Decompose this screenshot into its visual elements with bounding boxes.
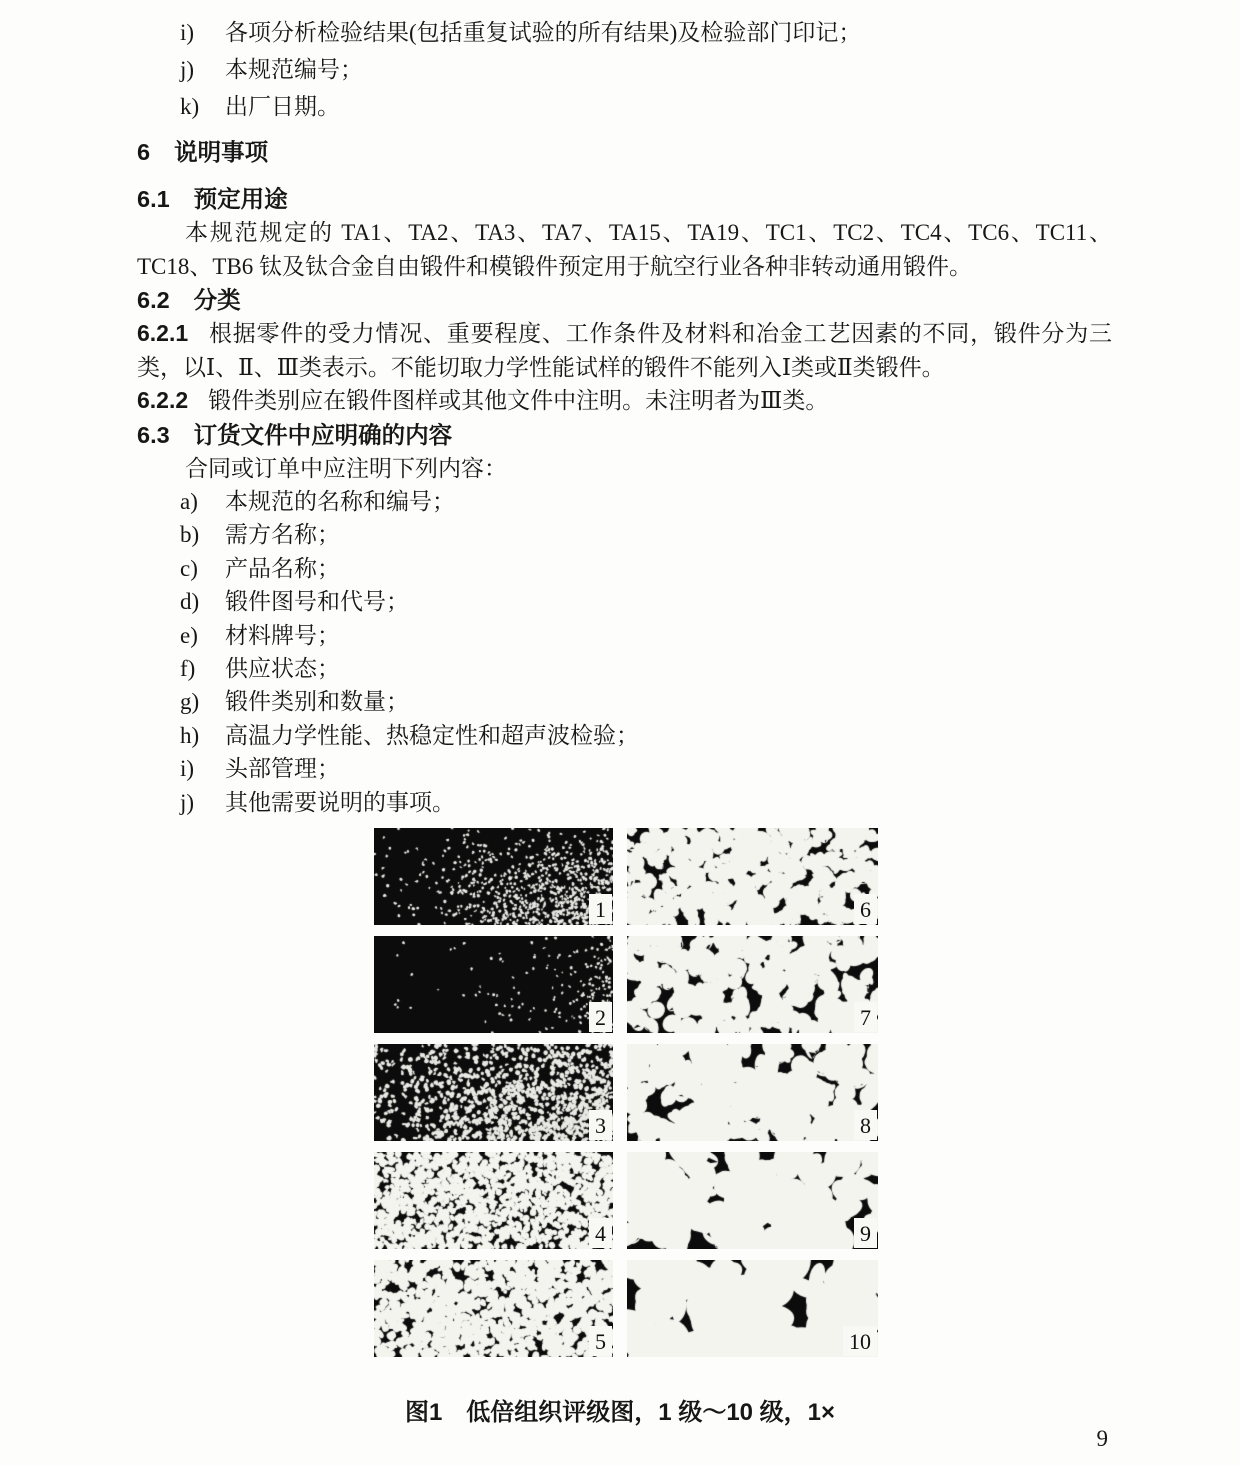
- strip-number: 1: [589, 894, 612, 924]
- strip-number: 5: [589, 1326, 612, 1356]
- page-number: 9: [1096, 1426, 1108, 1451]
- micrograph-strip-7: [627, 936, 878, 1033]
- section-title: 说明事项: [174, 139, 269, 165]
- section-title: 分类: [193, 287, 241, 313]
- page-content: [137, 14, 1112, 819]
- strip-number: 4: [589, 1218, 612, 1248]
- list-text: 本规范的名称和编号；: [225, 489, 455, 514]
- list-item: [137, 552, 1112, 585]
- micrograph-strip-5: [374, 1260, 613, 1357]
- strip-number: 2: [589, 1002, 612, 1032]
- list-item: [137, 652, 1112, 685]
- figure-caption: 图1 低倍组织评级图，1 级～10 级，1×: [404, 1399, 836, 1426]
- list-marker: k): [180, 94, 200, 119]
- micrograph-strip-10: [627, 1260, 878, 1357]
- list-marker: i): [180, 20, 195, 45]
- list-marker: e): [180, 622, 198, 648]
- list-marker: i): [180, 756, 195, 782]
- list-item: [137, 685, 1112, 718]
- list-item: [137, 585, 1112, 618]
- list-text: 头部管理；: [225, 756, 340, 782]
- section-number: 6.3: [137, 421, 170, 448]
- strip-number: 9: [854, 1218, 877, 1248]
- clause-number: 6.2.2: [137, 387, 189, 413]
- micrograph-strip-8: [627, 1044, 878, 1141]
- micrograph-strip-6: [627, 828, 878, 925]
- list-text: 其他需要说明的事项。: [225, 789, 455, 815]
- micrograph-image: [627, 1152, 878, 1249]
- strip-number: 3: [589, 1110, 612, 1140]
- micrograph-image: [374, 1044, 613, 1141]
- list-marker: h): [180, 722, 200, 748]
- list-item: [137, 619, 1112, 652]
- list-marker: f): [180, 656, 196, 682]
- list-marker: g): [180, 689, 200, 715]
- list-text: 需方名称；: [225, 522, 340, 548]
- list-text: 本规范编号；: [225, 57, 363, 82]
- clause-text: 锻件类别应在锻件图样或其他文件中注明。未注明者为Ⅲ类。: [208, 388, 829, 413]
- micrograph-image: [374, 1260, 613, 1357]
- list-item: [137, 14, 1112, 51]
- clause-number: 6.2.1: [137, 320, 189, 346]
- clause-6-2-2: [137, 384, 1112, 418]
- section-number: 6.1: [137, 186, 170, 212]
- list-text: 高温力学性能、热稳定性和超声波检验；: [225, 722, 639, 748]
- list-text: 各项分析检验结果(包括重复试验的所有结果)及检验部门印记；: [225, 20, 862, 45]
- list-marker: j): [180, 57, 195, 82]
- micrograph-image: [627, 1260, 878, 1357]
- micrograph-strip-9: [627, 1152, 878, 1249]
- list-item: [137, 51, 1112, 88]
- list-text: 锻件类别和数量；: [225, 689, 409, 715]
- list-text: 产品名称；: [225, 555, 340, 581]
- strip-number: 6: [854, 894, 877, 924]
- figure-1-micrograph-grid: [374, 828, 878, 1357]
- micrograph-image: [627, 828, 878, 925]
- list-item: [137, 752, 1112, 785]
- clause-text: 根据零件的受力情况、重要程度、工作条件及材料和冶金工艺因素的不同，锻件分为三类，以Ⅰ、Ⅱ、Ⅲ类表示。不能切取力学性能试样的锻件不能列入Ⅰ类或Ⅱ类锻件。: [137, 321, 1112, 380]
- list-item: [137, 786, 1112, 819]
- section-number: 6: [137, 139, 151, 165]
- micrograph-strip-1: [374, 828, 613, 925]
- section-heading-6-1: [137, 183, 1112, 216]
- section-number: 6.2: [137, 287, 170, 313]
- micrograph-image: [374, 1152, 613, 1249]
- list-marker: a): [180, 489, 198, 514]
- list-text: 材料牌号；: [225, 622, 340, 648]
- list-text: 供应状态；: [225, 656, 340, 682]
- section-title: 预定用途: [193, 186, 288, 212]
- strip-number: 7: [854, 1002, 877, 1032]
- micrograph-image: [627, 936, 878, 1033]
- section-title: 订货文件中应明确的内容: [193, 421, 453, 448]
- section-heading-6-3: [137, 419, 1112, 452]
- list-marker: b): [180, 522, 200, 548]
- micrograph-image: [374, 936, 613, 1033]
- list-text: 锻件图号和代号；: [225, 589, 409, 615]
- order-content-list: [137, 485, 1112, 819]
- list-marker: c): [180, 555, 198, 581]
- list-marker: j): [180, 789, 195, 815]
- list-item: [137, 88, 1112, 125]
- section-heading-6-2: [137, 284, 1112, 317]
- section-heading-6: [137, 136, 1112, 169]
- strip-number: 8: [854, 1110, 877, 1140]
- micrograph-strip-2: [374, 936, 613, 1033]
- strip-number: 10: [843, 1326, 877, 1356]
- list-item: [137, 518, 1112, 551]
- list-text: 出厂日期。: [225, 94, 340, 119]
- intro-6-3: 合同或订单中应注明下列内容：: [185, 455, 507, 481]
- micrograph-strip-4: [374, 1152, 613, 1249]
- list-item: [137, 719, 1112, 752]
- list-item: [137, 485, 1112, 518]
- carryover-list: [137, 14, 1112, 125]
- list-marker: d): [180, 589, 200, 615]
- micrograph-image: [627, 1044, 878, 1141]
- clause-6-2-1: [137, 317, 1112, 384]
- micrograph-strip-3: [374, 1044, 613, 1141]
- micrograph-image: [374, 828, 613, 925]
- paragraph-6-1: 本规范规定的 TA1、TA2、TA3、TA7、TA15、TA19、TC1、TC2、TC4、TC6、TC11、TC18、TB6 钛及钛合金自由锻件和模锻件预定用于航空行业各种非转动通用锻件。: [137, 220, 1112, 279]
